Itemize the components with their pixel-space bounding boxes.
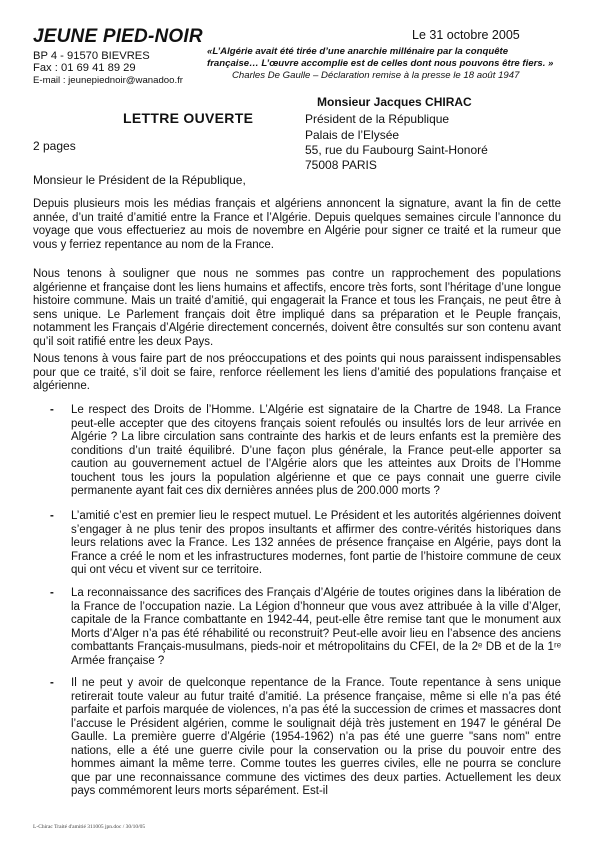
- recipient-street: 55, rue du Faubourg Saint-Honoré: [305, 143, 488, 157]
- letter-title: LETTRE OUVERTE: [123, 110, 254, 126]
- page-count: 2 pages: [33, 139, 76, 153]
- organization-address: BP 4 - 91570 BIEVRES: [33, 50, 150, 62]
- list-item: [50, 404, 561, 499]
- recipient-city: 75008 PARIS: [305, 158, 377, 172]
- organization-email: E-mail : jeunepiednoir@wanadoo.fr: [33, 75, 183, 86]
- bullet-marker: -: [50, 677, 54, 689]
- bullet-marker: -: [50, 510, 54, 522]
- recipient-name: Monsieur Jacques CHIRAC: [317, 95, 472, 109]
- document-footer: L-Chirac Traité d'amitié 311005 jpn.doc / 30/10/05: [33, 824, 146, 830]
- salutation: Monsieur le Président de la République,: [33, 173, 246, 187]
- quote-line-2: française… L’œuvre accomplie est de celles dont nous pouvons être fiers. »: [207, 58, 554, 69]
- body-paragraph: Nous tenons à souligner que nous ne sommes pas contre un rapprochement des populations algérienne et française dont les liens humains et affectifs, encore très forts, sont l’héritage d’une longue histoire commune. Mais un traité d’amitié, qui engagerait la France et tous les Français, ne peut être à sens unique. Le Parlement français doit être impliqué dans sa préparation et le Peuple français, notamment les Français d’Algérie directement concernés, doivent être consultés sur son contenu avant qu’il soit ratifié entre les deux Pays.: [33, 268, 561, 348]
- list-item-text: L’amitié c’est en premier lieu le respect mutuel. Le Président et les autorités algériennes doivent s’engager à ne plus tenir des propos insultants et affirmer des contre-vérités historiques dans leurs relations avec la France. Les 132 années de présence française en Algérie, pays dont la France a créé le nom et les infrastructures modernes, font partie de l’histoire commune de ceux qui ont vécu et vivent sur ce territoire.: [71, 510, 561, 576]
- organization-fax: Fax : 01 69 41 89 29: [33, 62, 136, 74]
- body-paragraph: Depuis plusieurs mois les médias français et algériens annoncent la signature, avant la fin de cette année, d’un traité d’amitié entre la France et l’Algérie. Depuis quelques semaines circule l’annonce du voyage que vous effectueriez au mois de novembre en Algérie pour signer ce traité et la rumeur que vous y ferriez repentance au nom de la France.: [33, 198, 561, 251]
- body-paragraph: Nous tenons à vous faire part de nos préoccupations et des points qui nous paraissent indispensables pour que ce traité, s’il doit se faire, renforce réellement les liens d’amitié des populations française et algérienne.: [33, 353, 561, 392]
- organization-name: JEUNE PIED-NOIR: [33, 26, 203, 47]
- list-item: [50, 510, 561, 578]
- list-item: [50, 677, 561, 799]
- bullet-marker: -: [50, 587, 54, 599]
- list-item: [50, 587, 561, 668]
- list-item-text: Le respect des Droits de l’Homme. L’Algérie est signataire de la Chartre de 1948. La France peut-elle accepter que des citoyens français soient refoulés ou insultés lors de leur arrivée en Algérie ? La libre circulation sans contrainte des harkis et de leurs enfants est la première des conditions d’un traité équilibré. D’une façon plus générale, la France peut-elle apporter sa caution au gouvernement actuel de l’Algérie alors que les atteintes aux Droits de l’Homme touchent tous les jours la population algérienne et que ce pays connait une guerre civile permanente ayant fait ces dix dernières années plus de 200.000 morts ?: [71, 404, 561, 497]
- recipient-title: Président de la République: [305, 112, 450, 126]
- list-item-text: La reconnaissance des sacrifices des Français d’Algérie de toutes origines dans la libération de la France de l’occupation nazie. La Légion d’honneur que vous avez attribuée à la ville d’Alger, capitale de la France combattante en 1942-44, peut-elle être remise tant que le monument aux Morts d’Alger n’a pas été réhabilité ou reconstruit? Peut-elle avoir lieu en l’absence des anciens combattants Français-musulmans, pieds-noir et métropolitains du CFEI, de la 2ᵉ DB et de la 1ʳᵉ Armée française ?: [71, 587, 561, 667]
- quote-line-1: «L’Algérie avait été tirée d’une anarchie millénaire par la conquête: [207, 46, 509, 57]
- quote-attribution: Charles De Gaulle – Déclaration remise à la presse le 18 août 1947: [232, 70, 520, 81]
- recipient-building: Palais de l’Elysée: [305, 128, 400, 142]
- list-item-text: Il ne peut y avoir de quelconque repentance de la France. Toute repentance à sens unique retirerait toute valeur au futur traité d’amitié. La présence française, même si elle n’a pas été parfaite et parfois marquée de violences, n’a pas été la succession de crimes et massacres dont l’accuse le Président algérien, comme le soulignait déjà très justement en 1947 le général De Gaulle. La première guerre d’Algérie (1954-1962) n’a pas été une guerre "sans nom" entre nations, elle a été une guerre civile pour la conservation ou la prise du pouvoir entre des hommes aimant la même terre. Comme toutes les guerres civiles, elle ne pourra se conclure que par une reconnaissance commune des victimes des deux parties. Actuellement les deux pays commémorent leurs morts séparément. Est-il: [71, 677, 561, 797]
- bullet-marker: -: [50, 404, 54, 416]
- letter-date: Le 31 octobre 2005: [412, 28, 520, 42]
